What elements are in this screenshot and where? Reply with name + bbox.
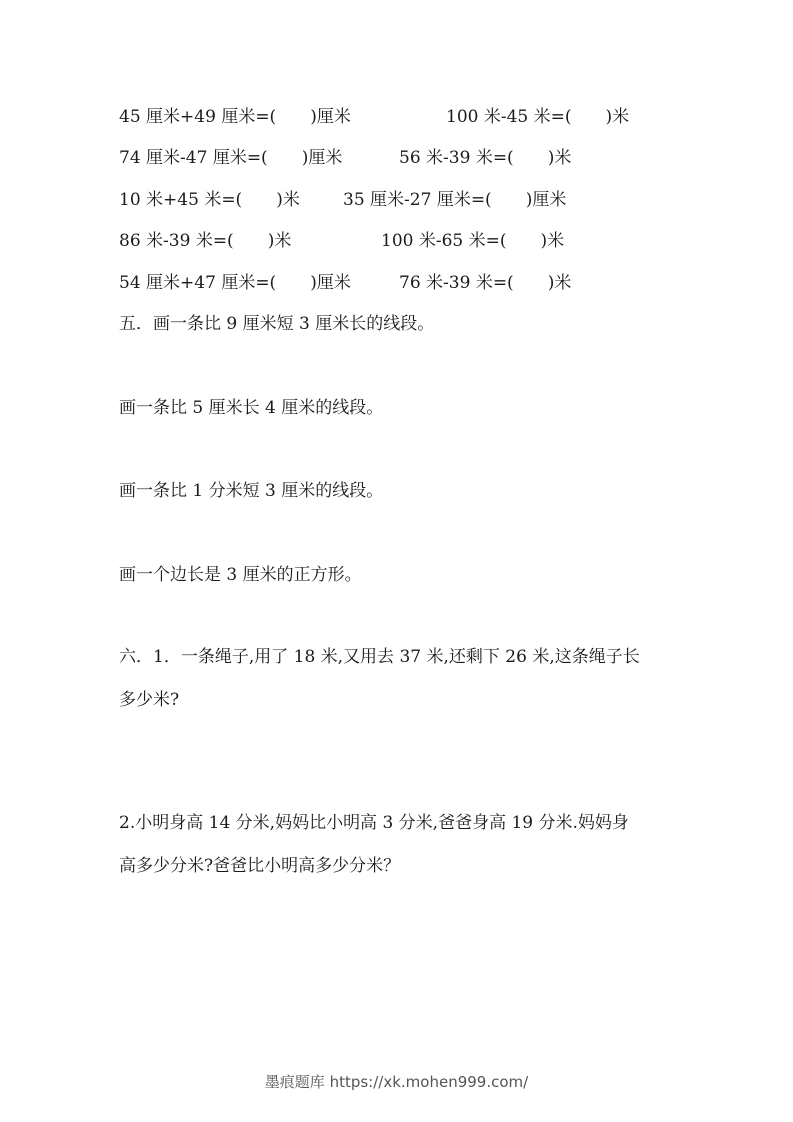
problem-1-left: 45 厘米+49 厘米=( )厘米 <box>119 107 351 127</box>
section-5-item-3: 画一个边长是 3 厘米的正方形。 <box>119 565 362 585</box>
problem-4-left: 86 米-39 米=( )米 <box>119 231 292 251</box>
section-5-item-1: 画一条比 5 厘米长 4 厘米的线段。 <box>119 398 384 418</box>
section-6-question-2-line-1: 2.小明身高 14 分米,妈妈比小明高 3 分米,爸爸身高 19 分米.妈妈身 <box>119 813 629 833</box>
footer-source: 墨痕题库 https://xk.mohen999.com/ <box>264 1073 529 1091</box>
problem-2-right: 56 米-39 米=( )米 <box>399 148 572 168</box>
problem-1-right: 100 米-45 米=( )米 <box>446 107 630 127</box>
problem-4-right: 100 米-65 米=( )米 <box>381 231 565 251</box>
problem-5-left: 54 厘米+47 厘米=( )厘米 <box>119 273 351 293</box>
section-5-item-2: 画一条比 1 分米短 3 厘米的线段。 <box>119 481 384 501</box>
section-5-title: 五．画一条比 9 厘米短 3 厘米长的线段。 <box>119 314 435 334</box>
section-6-question-1-line-2: 多少米? <box>119 690 180 710</box>
section-6-question-2-line-2: 高多少分米?爸爸比小明高多少分米？ <box>119 856 401 876</box>
section-6-question-1-line-1: 六．1．一条绳子,用了 18 米,又用去 37 米,还剩下 26 米,这条绳子长 <box>119 647 640 667</box>
problem-3-left: 10 米+45 米=( )米 <box>119 190 300 210</box>
problem-5-right: 76 米-39 米=( )米 <box>399 273 572 293</box>
problem-2-left: 74 厘米-47 厘米=( )厘米 <box>119 148 343 168</box>
problem-3-right: 35 厘米-27 厘米=( )厘米 <box>343 190 567 210</box>
